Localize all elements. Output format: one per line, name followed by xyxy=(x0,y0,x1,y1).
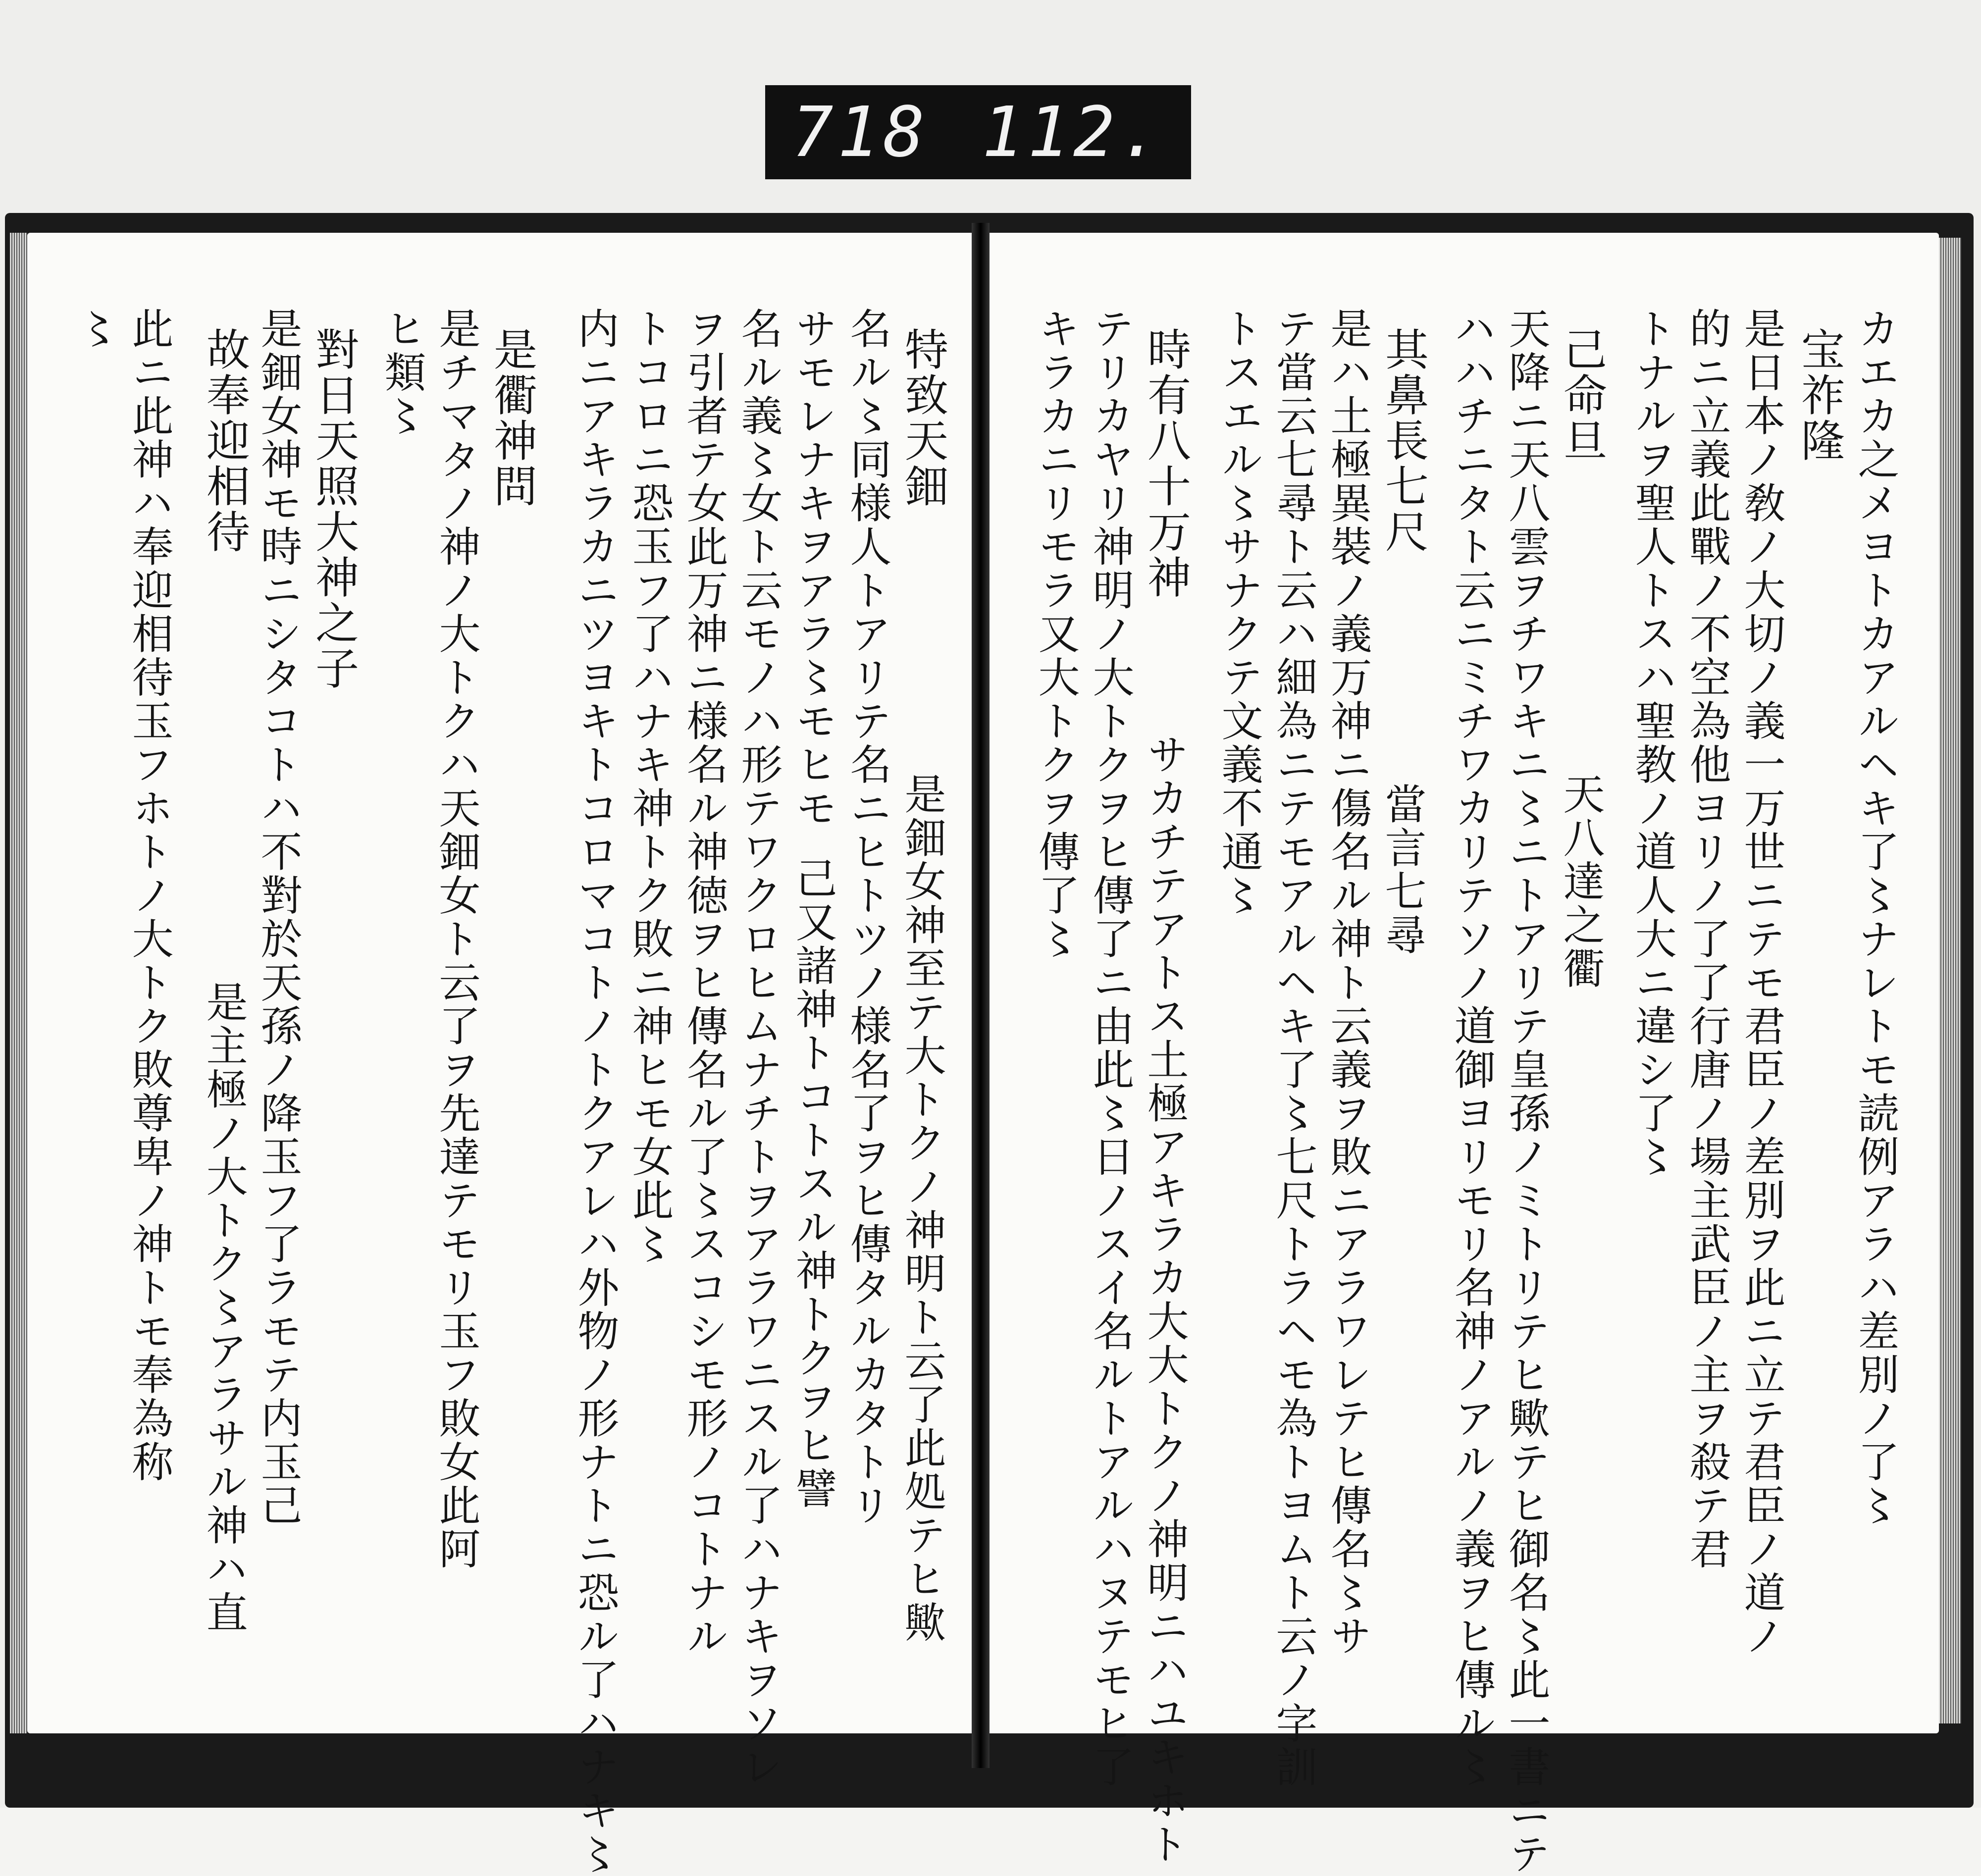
left-page-heading-1: 特致天鈿 xyxy=(898,327,949,509)
right-page-heading-1: 宝祚隆 xyxy=(1794,327,1845,464)
right-page-column-12: 是ハ土極異裝ノ義万神ニ傷名ル神ト云義ヲ敗ニアラワレテヒ傳名〻サ xyxy=(1324,307,1372,1658)
left-page-column-17: 此ニ此神ハ奉迎相待玉フホトノ大トク敗尊卑ノ神トモ奉為称 xyxy=(125,307,174,1484)
left-page-column-7: ヲ引者テ女此万神ニ様名ル神徳ヲヒ傳名ル了〻スコシモ形ノコトナル xyxy=(680,307,729,1658)
left-page-column-14: 是鈿女神モ時ニシタコトハ不對於天孫ノ降玉フ了ラモテ内玉己 xyxy=(254,307,303,1527)
right-page-column-5: トナルヲ聖人トスハ聖教ノ道人大ニ違シ了〻 xyxy=(1628,307,1677,1179)
right-page-column-1: カエカ之メヨトカアルヘキ了〻ナレトモ読例アラハ差別ノ了〻 xyxy=(1851,307,1900,1527)
call-number-label xyxy=(765,85,1191,179)
left-page-column-11: 是チマタノ神ノ大トクハ天鈿女ト云了ヲ先達テモリ玉フ敗女此阿 xyxy=(432,307,481,1571)
left-page-column-3: 名ル〻同様人トアリテ名ニヒトツノ様名了ヲヒ傳タルカタトリ xyxy=(843,307,892,1527)
right-page-column-9: ハハチニタト云ニミチワカリテソノ道御ヨリモリ名神ノアルノ義ヲヒ傳ル〻 xyxy=(1448,307,1496,1789)
right-page-column-13: テ當云七尋ト云ハ細為ニテモアルヘキ了〻七尺トラヘモ為トヨムト云ノ字訓 xyxy=(1269,307,1318,1789)
left-page-heading-2: 是衢神問 xyxy=(487,327,538,509)
left-page-heading-4: 故奉迎相待 xyxy=(200,327,251,555)
left-page-column-5: 名ル義〻女ト云モノハ形テワクロヒムナチトヲアラワニスル了ハナキヲソレ xyxy=(734,307,783,1789)
page-edges-left xyxy=(10,233,27,1733)
left-page-column-18: 〻 xyxy=(71,307,119,351)
right-page-column-4: 的ニ立義此戰ノ不空為他ヨリノ了了行唐ノ場主武臣ノ主ヲ殺テ君 xyxy=(1683,307,1731,1571)
call-number-left: 718 xyxy=(791,92,929,173)
right-page-note-3: サカチテアトス土極アキラカ大大トクノ神明ニハユキホト xyxy=(1141,733,1189,1866)
right-page-note-2: 當言七尋 xyxy=(1378,782,1427,957)
left-page-column-8: トコロニ恐玉フ了ハナキ神トク敗ニ神ヒモ女此〻 xyxy=(626,307,674,1266)
left-page-heading-3: 對日天照大神之子 xyxy=(309,327,360,691)
call-number-right: 112. xyxy=(982,92,1165,173)
left-page-column-4: サモレナキヲアラ〻モヒモ xyxy=(789,307,837,830)
right-page-heading-3: 其鼻長七尺 xyxy=(1378,327,1429,555)
left-page-column-9: 内ニアキラカニツヨキトコロマコトノトクアレハ外物ノ形ナトニ恐ル了ハナキ〻 xyxy=(571,307,620,1876)
right-page-column-8: 天降ニ天八雲ヲチワキニ〻ニトアリテ皇孫ノミトリテヒ歟テヒ御名〻此一書ニテ xyxy=(1502,307,1551,1876)
right-page-heading-2: 己命旦 xyxy=(1557,327,1608,464)
book-gutter xyxy=(972,223,990,1768)
left-page-note-2: 己又諸神トコトスル神トクヲヒ譬 xyxy=(789,857,837,1511)
right-page-column-18: キラカニリモラ又大トクヲ傳了〻 xyxy=(1032,307,1080,961)
right-page-column-17: テリカヤリ神明ノ大トクヲヒ傳了ニ由此〻日ノスイ名ルトアルハヌテモヒ了 xyxy=(1086,307,1135,1789)
right-page-column-3: 是日本ノ敎ノ大切ノ義一万世ニテモ君臣ノ差別ヲ此ニ立テ君臣ノ道ノ xyxy=(1737,307,1786,1658)
left-page-column-12: ヒ類〻 xyxy=(378,307,426,438)
left-page-note-1: 是鈿女神至テ大トクノ神明ト云了此処テヒ歟 xyxy=(898,773,946,1644)
right-page-note-1: 天八達之衢 xyxy=(1557,773,1605,990)
right-page-heading-4: 時有八十万神 xyxy=(1141,327,1192,600)
left-page-note-3: 是主極ノ大トク〻アラサル神ハ直 xyxy=(200,981,248,1634)
page-edges-right xyxy=(1939,238,1961,1723)
right-page-column-14: トスエル〻サナクテ文義不通〻 xyxy=(1215,307,1263,917)
